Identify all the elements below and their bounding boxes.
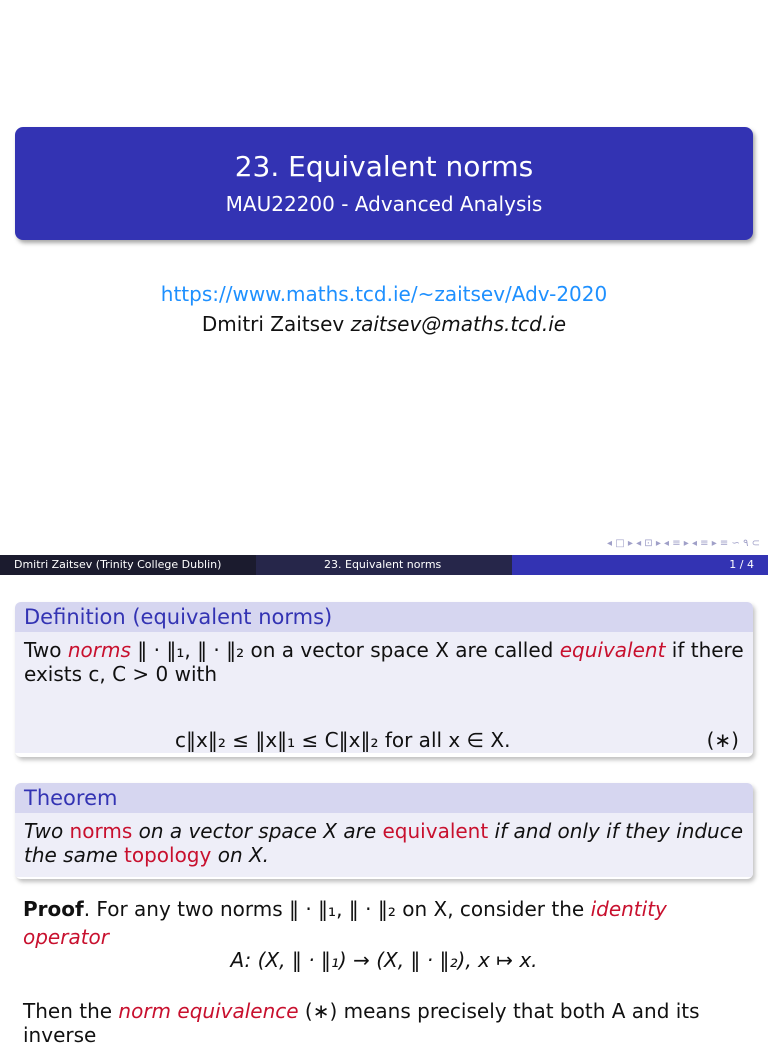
footer-author (0, 555, 256, 575)
definition-text: ‖ · ‖₁, ‖ · ‖₂ on a vector space X are called (130, 638, 560, 662)
definition-text: if there exists c, C > 0 with (24, 638, 744, 686)
course-url-link[interactable]: https://www.maths.tcd.ie/~zaitsev/Adv-2020 (160, 282, 608, 306)
slide-title: 23. Equivalent norms (234, 150, 534, 183)
theorem-norms-term: norms (69, 819, 133, 843)
footer-page (512, 555, 768, 575)
proof-label: Proof (23, 897, 84, 921)
definition-norms-term: norms (67, 638, 131, 662)
theorem-heading: Theorem (15, 783, 753, 813)
slide-subtitle: MAU22200 - Advanced Analysis (225, 192, 543, 216)
author-name: Dmitri Zaitsev (201, 312, 345, 336)
footer-title (256, 555, 512, 575)
theorem-topology-term: topology (124, 843, 212, 867)
footer-author-text: Dmitri Zaitsev (Trinity College Dublin) (14, 558, 222, 571)
definition-formula: c‖x‖₂ ≤ ‖x‖₁ ≤ C‖x‖₂ for all x ∈ X. (175, 728, 511, 752)
theorem-body (15, 813, 753, 877)
beamer-navigation-icons[interactable]: ◂ □ ▸ ◂ ⊡ ▸ ◂ ≡ ▸ ◂ ≡ ▸ ≡ ∽ ٩ ⊂ (607, 538, 760, 549)
title-box (15, 127, 753, 240)
definition-heading: Definition (equivalent norms) (15, 602, 753, 632)
proof-text: Then the (23, 999, 119, 1023)
theorem-block (15, 783, 753, 879)
definition-block (15, 602, 753, 757)
definition-text: Two (24, 638, 68, 662)
theorem-text: on a vector space X are (132, 819, 383, 843)
theorem-text: Two (24, 819, 70, 843)
proof-norm-equivalence-term: norm equivalence (118, 999, 299, 1023)
proof-text: . For any two norms ‖ · ‖₁, ‖ · ‖₂ on X, consider the (83, 897, 591, 921)
definition-equivalent-term: equivalent (559, 638, 666, 662)
footer-bar (0, 555, 768, 575)
proof-formula: A: (X, ‖ · ‖₁) → (X, ‖ · ‖₂), x ↦ x. (230, 948, 538, 972)
proof-paragraph (23, 895, 758, 951)
equation-tag: (∗) (706, 728, 739, 752)
footer-page-number: 1 / 4 (729, 558, 754, 571)
theorem-text: if and only if they induce the same (24, 819, 744, 867)
footer-title-text: 23. Equivalent norms (324, 558, 442, 571)
author-email[interactable]: zaitsev@maths.tcd.ie (350, 312, 567, 336)
theorem-equivalent-term: equivalent (382, 819, 489, 843)
proof-continuation (23, 999, 758, 1047)
theorem-text: on X. (211, 843, 270, 867)
definition-body (15, 632, 753, 753)
author-line (0, 312, 768, 336)
proof-identity-term: identity operator (23, 897, 667, 949)
proof-text: (∗) means precisely that both A and its inverse (23, 999, 700, 1047)
